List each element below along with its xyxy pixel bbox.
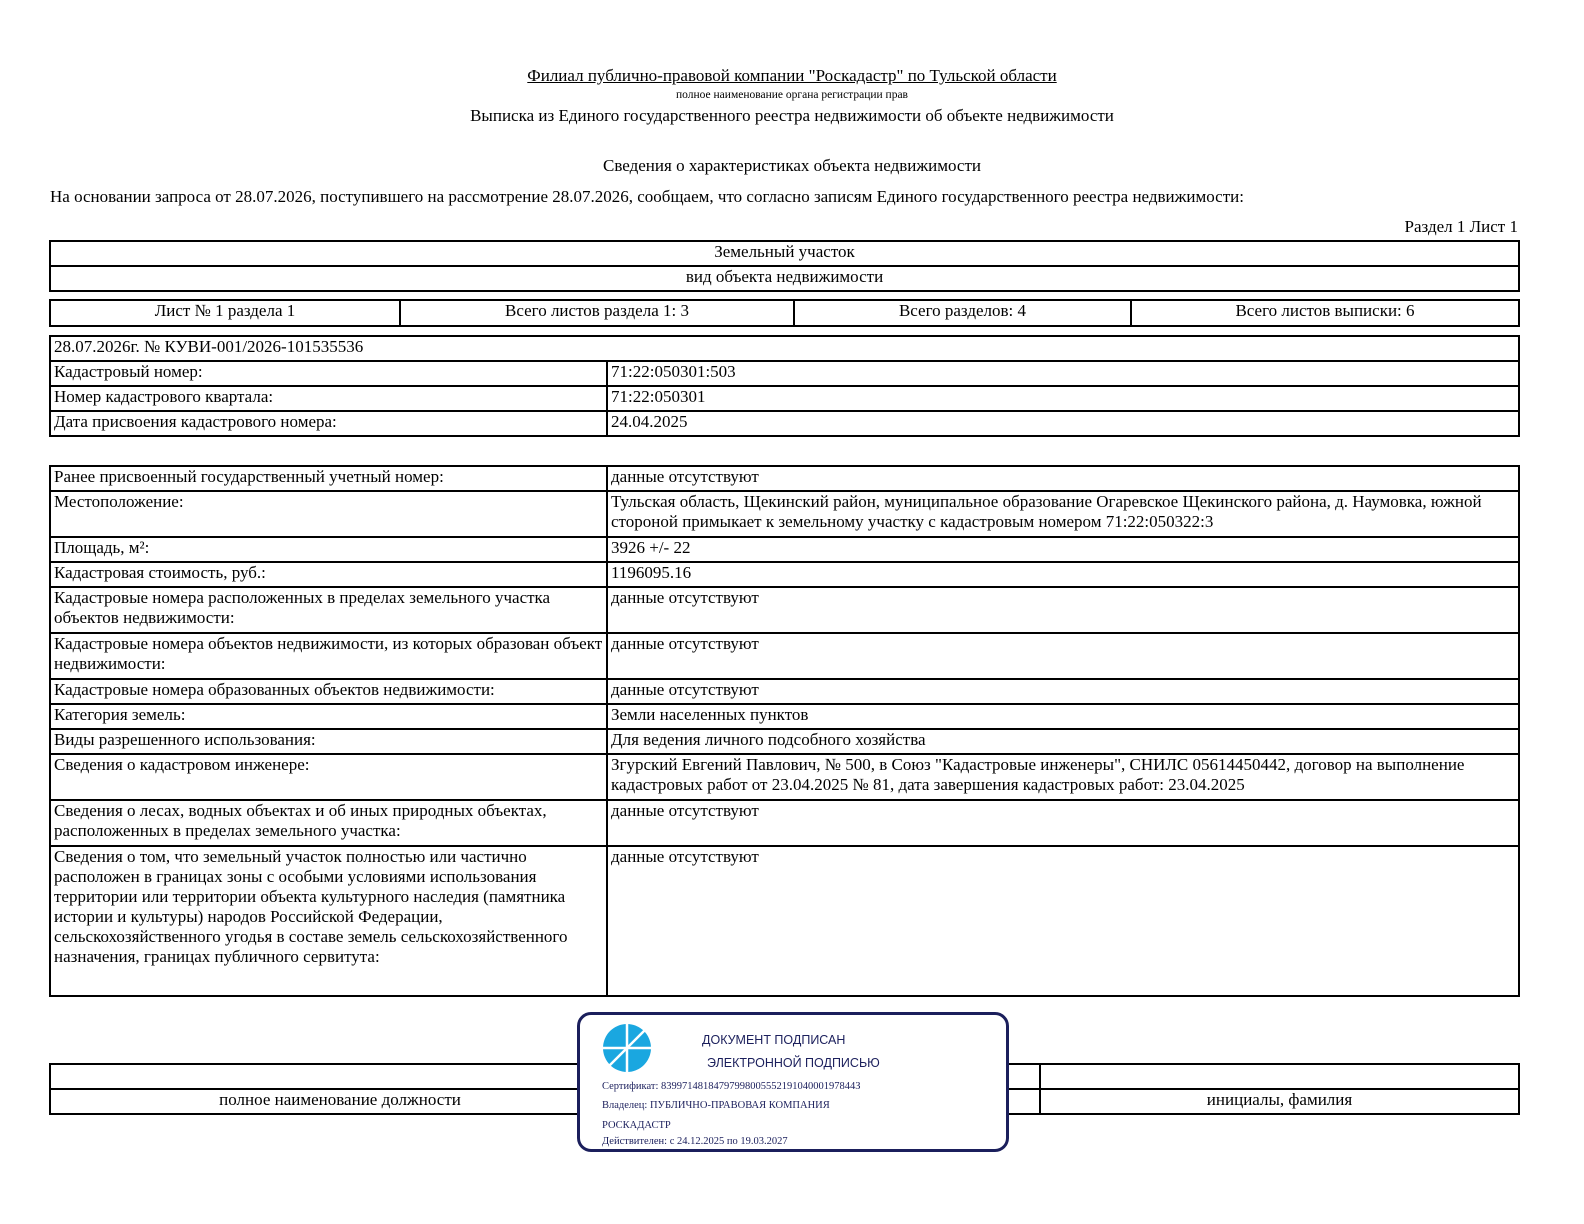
record-number: 28.07.2026г. № КУВИ-001/2026-101535536 [50,336,1519,361]
sheet-number: Лист № 1 раздела 1 [50,300,400,326]
detail-value: данные отсутствуют [607,587,1519,633]
roskadastr-logo-icon [602,1023,652,1073]
detail-value: Тульская область, Щекинский район, муниципальное образование Огаревское Щекинского района, д. Наумовка, южной стороной примыкает к земельному участку с кадастровым номером 71:22:050322:3 [607,491,1519,537]
detail-label: Кадастровые номера объектов недвижимости, из которых образован объект недвижимости: [50,633,607,679]
detail-label: Сведения о том, что земельный участок полностью или частично расположен в границах зоны с особыми условиями использования территории или территории объекта культурного наследия (памятника истории и культуры) народов Российской Федерации, сельскохозяйственного угодья в составе земель сельскохозяйственного назначения, границах публичного сервитута: [50,846,607,996]
stamp-owner: Владелец: ПУБЛИЧНО-ПРАВОВАЯ КОМПАНИЯ [602,1100,830,1111]
detail-value: 1196095.16 [607,562,1519,587]
detail-label: Ранее присвоенный государственный учетный номер: [50,466,607,491]
sheet-info-table [49,299,1520,327]
detail-value: 3926 +/- 22 [607,537,1519,562]
total-section-sheets: Всего листов раздела 1: 3 [400,300,794,326]
detail-value: Земли населенных пунктов [607,704,1519,729]
name-field [1040,1064,1519,1089]
detail-label: Площадь, м²: [50,537,607,562]
detail-value: данные отсутствуют [607,679,1519,704]
detail-value: данные отсутствуют [607,633,1519,679]
detail-value: Для ведения личного подсобного хозяйства [607,729,1519,754]
detail-label: Кадастровая стоимость, руб.: [50,562,607,587]
detail-value: Згурский Евгений Павлович, № 500, в Союз "Кадастровые инженеры", СНИЛС 05614450442, договор на выполнение кадастровых работ от 23.04.2025 № 81, дата завершения кадастровых работ: 23.04.2025 [607,754,1519,800]
detail-value: данные отсутствуют [607,800,1519,846]
organization-caption: полное наименование органа регистрации прав [676,89,908,101]
detail-value: данные отсутствуют [607,466,1519,491]
total-extract-sheets: Всего листов выписки: 6 [1131,300,1519,326]
detail-label: Виды разрешенного использования: [50,729,607,754]
total-sections: Всего разделов: 4 [794,300,1131,326]
electronic-signature-stamp [577,1012,1009,1152]
stamp-certificate: Сертификат: 8399714818479799800555219104000197844З [602,1081,861,1092]
section-reference: Раздел 1 Лист 1 [1404,217,1518,236]
record-value: 71:22:050301:503 [607,361,1519,386]
stamp-validity: Действителен: с 24.12.2025 по 19.03.2027 [602,1136,788,1147]
record-label: Номер кадастрового квартала: [50,386,607,411]
details-table [49,465,1520,997]
record-value: 24.04.2025 [607,411,1519,436]
object-type-table [49,240,1520,292]
detail-label: Кадастровые номера расположенных в пределах земельного участка объектов недвижимости: [50,587,607,633]
detail-value: данные отсутствуют [607,846,1519,996]
object-type: Земельный участок [50,241,1519,266]
detail-label: Категория земель: [50,704,607,729]
record-label: Дата присвоения кадастрового номера: [50,411,607,436]
name-caption: инициалы, фамилия [1040,1089,1519,1114]
record-value: 71:22:050301 [607,386,1519,411]
record-label: Кадастровый номер: [50,361,607,386]
object-type-caption: вид объекта недвижимости [50,266,1519,291]
detail-label: Сведения о лесах, водных объектах и об иных природных объектах, расположенных в пределах земельного участка: [50,800,607,846]
detail-label: Местоположение: [50,491,607,537]
section-title: Сведения о характеристиках объекта недвижимости [603,156,981,175]
request-text: На основании запроса от 28.07.2026, поступившего на рассмотрение 28.07.2026, сообщаем, что согласно записям Единого государственного реестра недвижимости: [50,187,1244,206]
record-table [49,335,1520,437]
position-field [50,1064,630,1089]
document-title: Выписка из Единого государственного реестра недвижимости об объекте недвижимости [470,106,1114,125]
organization-name: Филиал публично-правовой компании "Роскадастр" по Тульской области [527,66,1057,85]
detail-label: Сведения о кадастровом инженере: [50,754,607,800]
stamp-owner-continued: РОСКАДАСТР [602,1120,671,1131]
stamp-subtitle: ЭЛЕКТРОННОЙ ПОДПИСЬЮ [707,1056,880,1070]
position-caption: полное наименование должности [50,1089,630,1114]
detail-label: Кадастровые номера образованных объектов недвижимости: [50,679,607,704]
stamp-title: ДОКУМЕНТ ПОДПИСАН [702,1033,846,1047]
